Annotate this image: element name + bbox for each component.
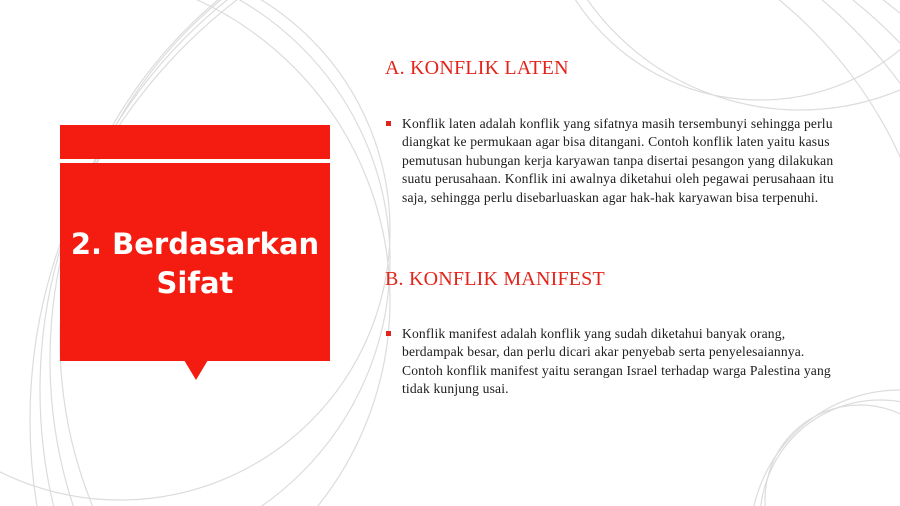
section-heading-konflik-laten: A. KONFLIK LATEN bbox=[385, 57, 569, 79]
bullet-item-konflik-laten bbox=[385, 115, 845, 207]
square-bullet-icon bbox=[386, 331, 391, 336]
bullet-text: Konflik laten adalah konflik yang sifatnya masih tersembunyi sehingga perlu diangkat ke permukaan agar bisa ditangani. Contoh konflik laten yaitu kasus pemutusan hubungan kerja karyawan tanpa disertai pesangon yang dilakukan suatu perusahaan. Konflik ini awalnya diketahui oleh pegawai perusahaan itu saja, sehingga perlu disebarluaskan agar hak-hak karyawan bisa terpenuhi. bbox=[402, 116, 834, 205]
title-top-strip bbox=[60, 125, 330, 159]
square-bullet-icon bbox=[386, 121, 391, 126]
section-heading-konflik-manifest: B. KONFLIK MANIFEST bbox=[385, 268, 605, 290]
bullet-item-konflik-manifest bbox=[385, 325, 845, 399]
bullet-text: Konflik manifest adalah konflik yang sudah diketahui banyak orang, berdampak besar, dan perlu dicari akar penyebab serta penyelesaiannya. Contoh konflik manifest yaitu serangan Israel terhadap warga Palestina yang tidak kunjung usai. bbox=[402, 326, 831, 397]
slide-title: 2. Berdasarkan Sifat bbox=[70, 227, 320, 300]
title-block bbox=[60, 163, 330, 361]
title-pointer-arrow bbox=[184, 360, 208, 380]
